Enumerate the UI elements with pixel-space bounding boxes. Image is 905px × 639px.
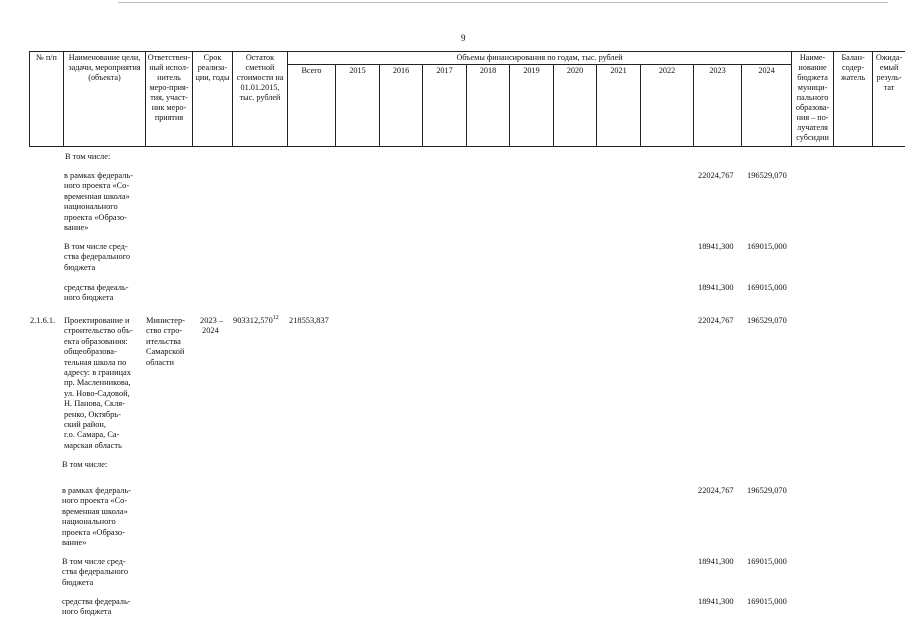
hdr-result: Ожида-емый резуль-тат bbox=[873, 52, 905, 147]
row-name-line: временная школа» bbox=[62, 506, 128, 516]
row-name-line: Н. Панова, Скля- bbox=[64, 399, 125, 409]
row-name-line: вание» bbox=[64, 223, 89, 232]
row-period-line: 2023 – bbox=[200, 316, 224, 325]
row-responsible-line: ство стро- bbox=[146, 326, 183, 336]
row-value-2023: 22024,767 bbox=[698, 486, 734, 495]
row-value-2024: 169015,000 bbox=[747, 242, 787, 251]
row-name-line: национального bbox=[64, 202, 118, 212]
row-name-line: общеобразова- bbox=[64, 347, 117, 357]
row-name-line: временная школа» bbox=[64, 191, 130, 201]
hdr-year: 2019 bbox=[510, 65, 554, 147]
row-name-line: национального bbox=[62, 517, 116, 527]
row-name-line: вание» bbox=[62, 538, 87, 547]
row-value-2023: 18941,300 bbox=[698, 283, 734, 292]
row-number: 2.1.6.1. bbox=[30, 316, 56, 325]
hdr-year: 2021 bbox=[597, 65, 641, 147]
hdr-period: Срок реализа-ции, годы bbox=[193, 52, 233, 147]
hdr-year: 2018 bbox=[467, 65, 510, 147]
row-name-line: пр. Масленникова, bbox=[64, 378, 131, 388]
row-name-line: строительство объ- bbox=[64, 326, 133, 336]
top-rule bbox=[118, 2, 888, 3]
row-period-line: 2024 bbox=[202, 326, 219, 336]
row-value-2024: 196529,070 bbox=[747, 316, 787, 325]
row-value-2024: 196529,070 bbox=[747, 171, 787, 180]
row-name-line: проекта «Образо- bbox=[64, 212, 127, 222]
header-table bbox=[29, 51, 905, 147]
row-name-line: адресу: в границах bbox=[64, 368, 131, 377]
row-name-line: средства федераль- bbox=[62, 597, 131, 606]
row-name-line: марская область bbox=[64, 440, 122, 450]
row-name-line: ский район, bbox=[64, 420, 106, 429]
hdr-year: Всего bbox=[288, 65, 336, 147]
row-value-2023: 22024,767 bbox=[698, 316, 734, 325]
row-total: 218553,837 bbox=[289, 316, 329, 325]
row-name-line: В том числе сред- bbox=[64, 242, 128, 251]
row-name-line: в рамках федераль- bbox=[64, 171, 133, 180]
row-name-line: бюджета bbox=[62, 577, 94, 587]
row-name-line: ного бюджета bbox=[62, 607, 112, 617]
row-name-line: екта образования: bbox=[64, 336, 128, 346]
row-name-line: г.о. Самара, Са- bbox=[64, 430, 120, 440]
hdr-holder: Балан-содер-жатель bbox=[834, 52, 873, 147]
row-value-2024: 169015,000 bbox=[747, 557, 787, 566]
hdr-year: 2015 bbox=[336, 65, 380, 147]
row-name-line: бюджета bbox=[64, 262, 96, 272]
hdr-year: 2024 bbox=[742, 65, 792, 147]
hdr-budget: Наиме-нование бюджета муници-пального образова-ния – по-лучателя субсидии bbox=[792, 52, 834, 147]
hdr-year: 2017 bbox=[423, 65, 467, 147]
hdr-resp: Ответствен-ный испол-нитель меро-прия-тия, участ-ник меро-приятия bbox=[146, 52, 193, 147]
row-name-line: в рамках федераль- bbox=[62, 486, 131, 495]
row-name-line: ренко, Октябрь- bbox=[64, 409, 121, 419]
row-balance-footnote: 12 bbox=[272, 315, 279, 322]
hdr-year: 2022 bbox=[641, 65, 694, 147]
hdr-year: 2020 bbox=[554, 65, 597, 147]
hdr-num: № п/п bbox=[30, 52, 64, 147]
row-responsible-line: ительства bbox=[146, 336, 181, 346]
hdr-year: 2023 bbox=[694, 65, 742, 147]
row-name-line: Проектирование и bbox=[64, 316, 130, 325]
hdr-balance: Остаток сметной стоимости на 01.01.2015, тыс. рублей bbox=[233, 52, 288, 147]
row-value-2024: 196529,070 bbox=[747, 486, 787, 495]
row-value-2023: 18941,300 bbox=[698, 597, 734, 606]
row-value-2024: 169015,000 bbox=[747, 283, 787, 292]
row-responsible-line: области bbox=[146, 357, 174, 367]
row-name-line: В том числе: bbox=[62, 460, 108, 469]
row-name-line: ул. Ново-Садовой, bbox=[64, 388, 130, 398]
row-name-line: ства федерального bbox=[62, 567, 129, 577]
hdr-funding: Объемы финансирования по годам, тыс. рублей bbox=[288, 52, 792, 65]
row-name-line: В том числе: bbox=[65, 152, 111, 161]
row-value-2023: 18941,300 bbox=[698, 242, 734, 251]
row-value-2023: 22024,767 bbox=[698, 171, 734, 180]
hdr-year: 2016 bbox=[380, 65, 423, 147]
row-value-2023: 18941,300 bbox=[698, 557, 734, 566]
row-name-line: ного проекта «Со- bbox=[62, 496, 128, 506]
row-value-2024: 169015,000 bbox=[747, 597, 787, 606]
row-name-line: тельная школа по bbox=[64, 357, 127, 367]
row-name-line: ного бюджета bbox=[64, 293, 114, 303]
row-responsible-line: Министер- bbox=[146, 316, 185, 325]
hdr-name: Наименование цели, задачи, мероприятия (объекта) bbox=[64, 52, 146, 147]
row-name-line: ства федерального bbox=[64, 252, 131, 262]
row-name-line: средства федеаль- bbox=[64, 283, 129, 292]
row-balance: 903312,570$^{12}$ bbox=[233, 315, 279, 325]
row-name-line: В том числе сред- bbox=[62, 557, 126, 566]
row-name-line: ного проекта «Со- bbox=[64, 181, 130, 191]
page-number: 9 bbox=[461, 33, 466, 43]
row-responsible-line: Самарской bbox=[146, 347, 185, 357]
row-name-line: проекта «Образо- bbox=[62, 527, 125, 537]
